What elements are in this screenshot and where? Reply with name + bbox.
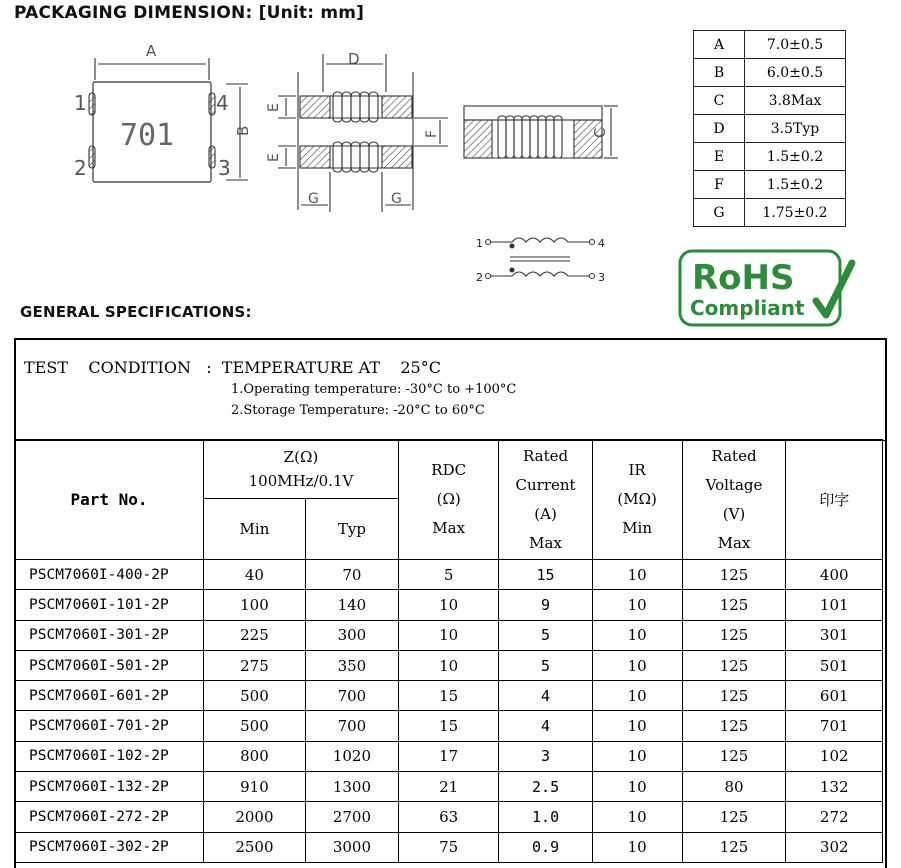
- z-typ-cell: 700: [305, 681, 398, 711]
- ir-cell: 10: [592, 620, 682, 650]
- header-rdc-1: RDC: [431, 461, 467, 479]
- sch-pin-4: 4: [598, 237, 605, 250]
- rated-voltage-cell: 125: [682, 620, 786, 650]
- z-min-cell: 2500: [204, 832, 306, 862]
- marking-cell: 601: [786, 681, 883, 711]
- marking-cell: 272: [786, 802, 883, 832]
- z-typ-cell: 300: [305, 620, 398, 650]
- table-row: [15, 681, 883, 711]
- rated-voltage-cell: 125: [682, 832, 786, 862]
- rdc-cell: 21: [398, 772, 499, 802]
- dimension-value: 1.5±0.2: [745, 143, 846, 171]
- dimension-key: G: [694, 199, 745, 227]
- table-row: [15, 650, 883, 680]
- rated-voltage-cell: 125: [682, 741, 786, 771]
- ir-cell: 10: [592, 802, 682, 832]
- header-ir: [592, 440, 682, 560]
- dim-e1-label: E: [266, 103, 282, 112]
- rated-current-cell: 2.5: [499, 772, 592, 802]
- z-typ-cell: 140: [305, 590, 398, 620]
- part-number-cell: PSCM7060I-601-2P: [15, 681, 204, 711]
- z-typ-cell: 1300: [305, 772, 398, 802]
- ir-cell: 10: [592, 560, 682, 590]
- z-min-cell: 500: [204, 711, 306, 741]
- header-marking: 印字: [786, 440, 883, 560]
- z-min-cell: 2000: [204, 802, 306, 832]
- dim-f-label: F: [424, 129, 440, 138]
- part-number-cell: PSCM7060I-102-2P: [15, 741, 204, 771]
- sch-pin-2: 2: [476, 271, 483, 284]
- z-typ-cell: 70: [305, 560, 398, 590]
- header-ir-3: Min: [622, 519, 653, 537]
- rated-voltage-cell: 125: [682, 650, 786, 680]
- table-row: [15, 560, 883, 590]
- dim-e2-label: E: [266, 153, 282, 162]
- rated-current-cell: 4: [499, 681, 592, 711]
- z-typ-cell: 700: [305, 711, 398, 741]
- pin-2-label: 2: [74, 156, 87, 180]
- ir-cell: 10: [592, 741, 682, 771]
- rated-voltage-cell: 80: [682, 772, 786, 802]
- header-voltage: [682, 440, 786, 560]
- z-min-cell: 225: [204, 620, 306, 650]
- dimension-row: [694, 199, 846, 227]
- dimension-value: 3.5Typ: [745, 115, 846, 143]
- z-typ-cell: 2700: [305, 802, 398, 832]
- dim-g2-label: G: [391, 191, 402, 207]
- header-impedance: [204, 440, 399, 499]
- header-current-2: Current: [515, 475, 576, 494]
- header-ir-2: (MΩ): [617, 490, 657, 508]
- ir-cell: 10: [592, 590, 682, 620]
- pin-4-label: 4: [216, 91, 229, 115]
- rdc-cell: 10: [398, 590, 499, 620]
- dim-d-label: D: [348, 50, 360, 68]
- part-number-cell: PSCM7060I-501-2P: [15, 650, 204, 680]
- pin-1-label: 1: [74, 91, 87, 115]
- top-marking: 701: [120, 118, 175, 153]
- dimension-row: [694, 87, 846, 115]
- header-z-cond: 100MHz/0.1V: [248, 472, 354, 490]
- rated-current-cell: 15: [499, 560, 592, 590]
- section-view: [278, 54, 448, 212]
- marking-cell: 400: [786, 560, 883, 590]
- ir-cell: 10: [592, 772, 682, 802]
- dimension-key: C: [694, 87, 745, 115]
- rdc-cell: 10: [398, 650, 499, 680]
- header-voltage-4: Max: [717, 533, 751, 552]
- dimension-key: E: [694, 143, 745, 171]
- dimension-row: [694, 31, 846, 59]
- z-min-cell: 910: [204, 772, 306, 802]
- z-min-cell: 100: [204, 590, 306, 620]
- table-row: [15, 711, 883, 741]
- test-condition: [16, 340, 885, 441]
- header-rdc-2: (Ω): [436, 490, 461, 508]
- rated-voltage-cell: 125: [682, 560, 786, 590]
- dim-a-label: A: [146, 42, 157, 60]
- header-part-no: Part No.: [15, 440, 204, 560]
- rated-current-cell: 5: [499, 650, 592, 680]
- table-row: [15, 772, 883, 802]
- z-min-cell: 40: [204, 560, 306, 590]
- z-typ-cell: 3000: [305, 832, 398, 862]
- table-row: [15, 832, 883, 862]
- ir-cell: 10: [592, 650, 682, 680]
- header-current: [499, 440, 592, 560]
- part-number-cell: PSCM7060I-301-2P: [15, 620, 204, 650]
- rated-current-cell: 1.0: [499, 802, 592, 832]
- sch-pin-1: 1: [476, 237, 483, 250]
- dimension-row: [694, 171, 846, 199]
- rated-voltage-cell: 125: [682, 711, 786, 741]
- header-z-typ: Typ: [305, 499, 398, 560]
- dimension-row: [694, 115, 846, 143]
- header-rdc-3: Max: [432, 519, 466, 537]
- rdc-cell: 75: [398, 832, 499, 862]
- marking-cell: 301: [786, 620, 883, 650]
- rohs-text: RoHS: [692, 258, 795, 298]
- part-number-cell: PSCM7060I-400-2P: [15, 560, 204, 590]
- table-row: [15, 802, 883, 832]
- dimension-table: [693, 30, 846, 227]
- dimension-key: A: [694, 31, 745, 59]
- operating-temperature: 1.Operating temperature: -30°C to +100°C: [231, 382, 517, 397]
- rdc-cell: 10: [398, 620, 499, 650]
- rated-voltage-cell: 125: [682, 590, 786, 620]
- dim-c-label: C: [591, 127, 609, 138]
- compliant-text: Compliant: [690, 296, 805, 320]
- table-row: [15, 590, 883, 620]
- marking-cell: 701: [786, 711, 883, 741]
- z-min-cell: 800: [204, 741, 306, 771]
- dimension-value: 3.8Max: [745, 87, 846, 115]
- dimension-value: 6.0±0.5: [745, 59, 846, 87]
- marking-cell: 132: [786, 772, 883, 802]
- part-number-cell: PSCM7060I-701-2P: [15, 711, 204, 741]
- marking-cell: 102: [786, 741, 883, 771]
- dimension-row: [694, 143, 846, 171]
- marking-cell: 101: [786, 590, 883, 620]
- ir-cell: 10: [592, 832, 682, 862]
- packaging-dimension-title: PACKAGING DIMENSION: [Unit: mm]: [14, 3, 365, 23]
- dimension-key: B: [694, 59, 745, 87]
- rdc-cell: 17: [398, 741, 499, 771]
- rated-current-cell: 9: [499, 590, 592, 620]
- general-specifications-title: GENERAL SPECIFICATIONS:: [20, 303, 252, 321]
- part-number-cell: PSCM7060I-302-2P: [15, 832, 204, 862]
- part-number-cell: PSCM7060I-272-2P: [15, 802, 204, 832]
- specifications-table: [14, 439, 883, 863]
- rohs-badge: [678, 249, 858, 327]
- rdc-cell: 63: [398, 802, 499, 832]
- header-voltage-3: (V): [722, 504, 746, 523]
- dimension-key: D: [694, 115, 745, 143]
- rated-current-cell: 4: [499, 711, 592, 741]
- rated-current-cell: 3: [499, 741, 592, 771]
- rated-current-cell: 5: [499, 620, 592, 650]
- z-typ-cell: 350: [305, 650, 398, 680]
- ir-cell: 10: [592, 681, 682, 711]
- header-current-3: (A): [534, 504, 557, 523]
- packaging-drawing: [0, 0, 680, 300]
- rdc-cell: 15: [398, 681, 499, 711]
- rated-voltage-cell: 125: [682, 681, 786, 711]
- pin-3-label: 3: [218, 156, 231, 180]
- part-number-cell: PSCM7060I-101-2P: [15, 590, 204, 620]
- header-rdc: [398, 440, 499, 560]
- header-voltage-1: Rated: [711, 446, 757, 465]
- header-z-title: Z(Ω): [283, 448, 319, 466]
- ir-cell: 10: [592, 711, 682, 741]
- rated-current-cell: 0.9: [499, 832, 592, 862]
- header-current-4: Max: [529, 533, 562, 552]
- test-condition-main: TEST CONDITION : TEMPERATURE AT 25°C: [24, 358, 441, 377]
- schematic: [486, 238, 595, 279]
- table-row: [15, 741, 883, 771]
- header-voltage-2: Voltage: [705, 475, 763, 494]
- specifications-box: [14, 338, 887, 868]
- rdc-cell: 5: [398, 560, 499, 590]
- marking-cell: 501: [786, 650, 883, 680]
- dimension-row: [694, 59, 846, 87]
- header-z-min: Min: [204, 499, 306, 560]
- z-typ-cell: 1020: [305, 741, 398, 771]
- header-ir-1: IR: [628, 461, 646, 479]
- dimension-value: 7.0±0.5: [745, 31, 846, 59]
- part-number-cell: PSCM7060I-132-2P: [15, 772, 204, 802]
- dimension-value: 1.5±0.2: [745, 171, 846, 199]
- header-current-1: Rated: [523, 446, 569, 465]
- rdc-cell: 15: [398, 711, 499, 741]
- dimension-key: F: [694, 171, 745, 199]
- storage-temperature: 2.Storage Temperature: -20°C to 60°C: [231, 403, 485, 418]
- sch-pin-3: 3: [598, 271, 605, 284]
- z-min-cell: 500: [204, 681, 306, 711]
- dimension-value: 1.75±0.2: [745, 199, 846, 227]
- dim-g1-label: G: [308, 191, 319, 207]
- dim-b-label: B: [234, 125, 252, 136]
- z-min-cell: 275: [204, 650, 306, 680]
- rated-voltage-cell: 125: [682, 802, 786, 832]
- marking-cell: 302: [786, 832, 883, 862]
- table-row: [15, 620, 883, 650]
